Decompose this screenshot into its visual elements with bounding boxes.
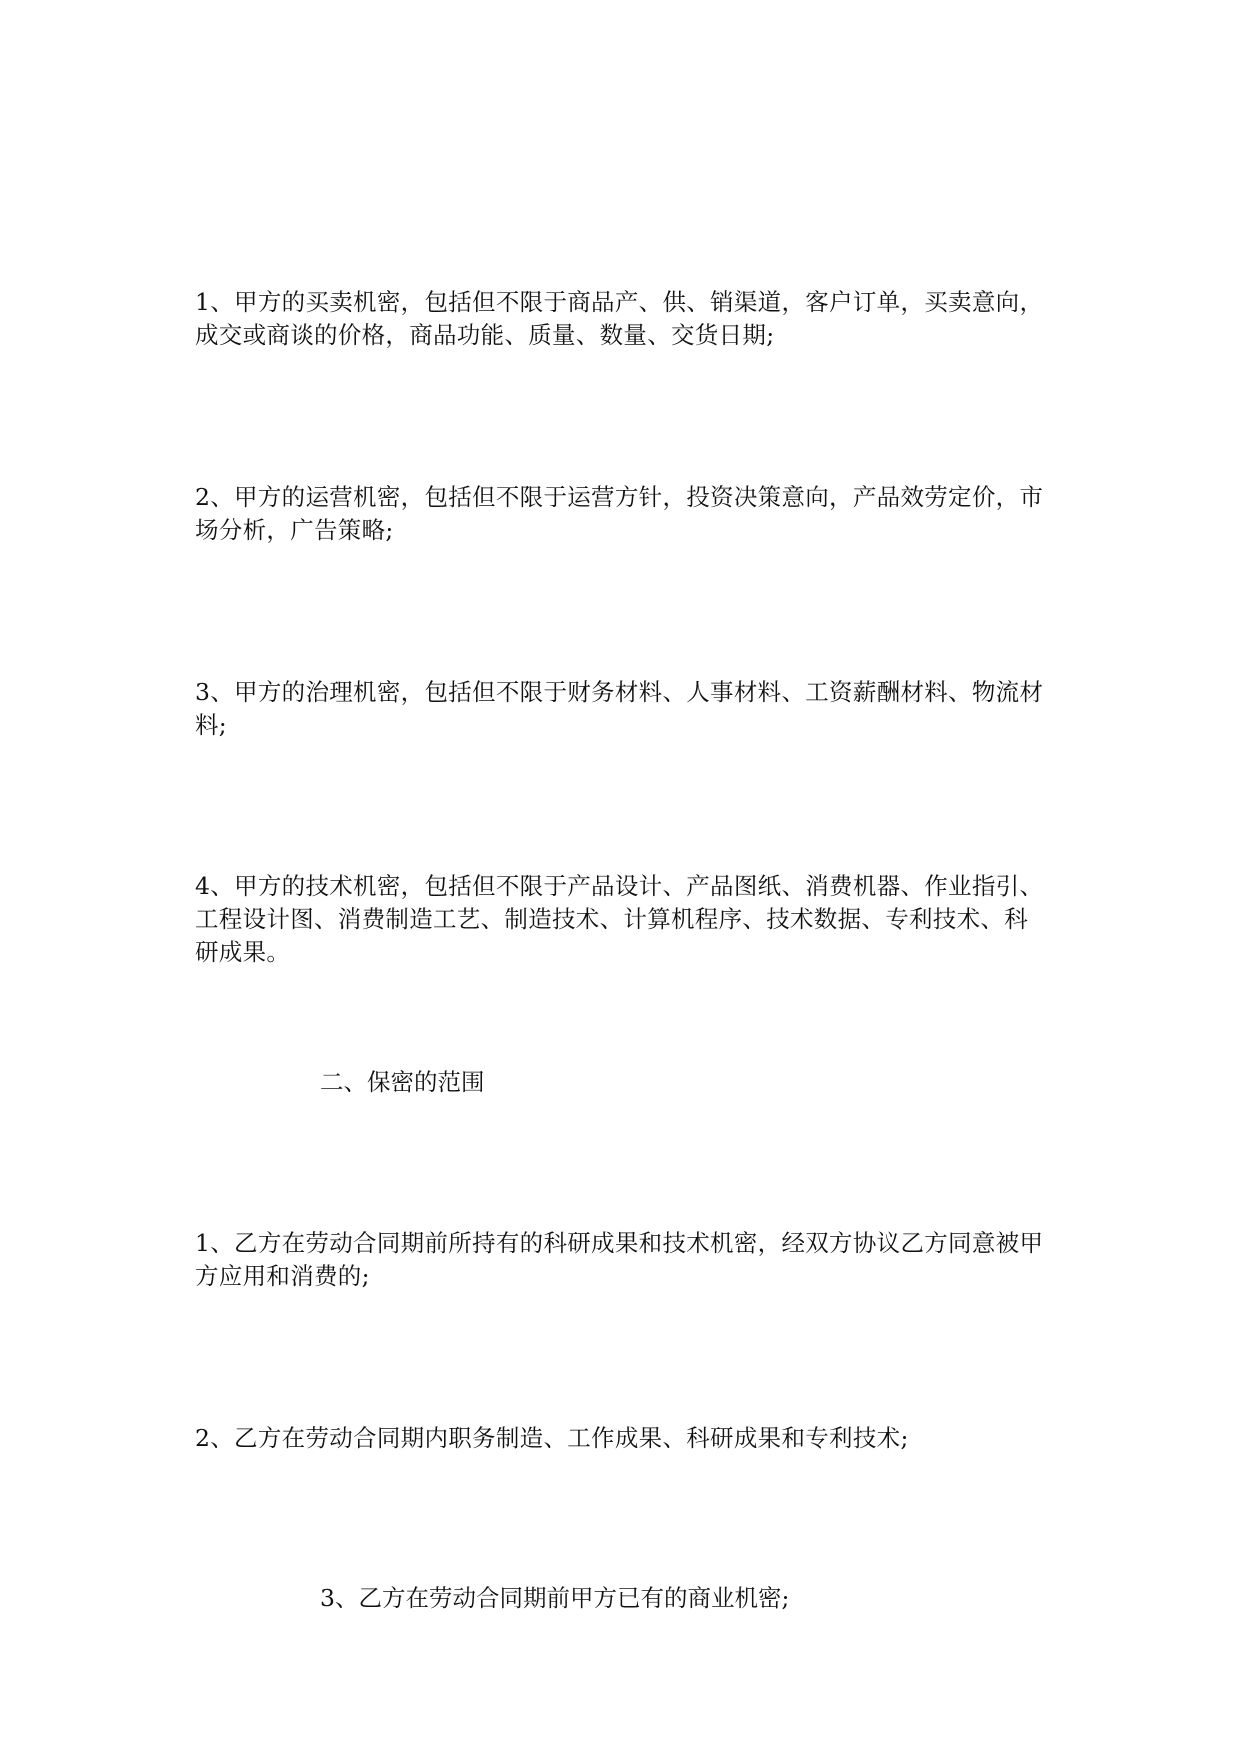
paragraph-scope-item-2: 2、乙方在劳动合同期内职务制造、工作成果、科研成果和专利技术; (195, 1424, 909, 1452)
paragraph-technical-secrets: 4、甲方的技术机密，包括但不限于产品设计、产品图纸、消费机器、作业指引、工程设计图、消费制造工艺、制造技术、计算机程序、技术数据、专利技术、科研成果。 (195, 872, 1044, 966)
paragraph-scope-item-1: 1、乙方在劳动合同期前所持有的科研成果和技术机密，经双方协议乙方同意被甲方应用和消费的; (195, 1229, 1044, 1290)
paragraph-management-secrets: 3、甲方的治理机密，包括但不限于财务材料、人事材料、工资薪酬材料、物流材料; (195, 678, 1044, 739)
paragraph-operation-secrets: 2、甲方的运营机密，包括但不限于运营方针，投资决策意向，产品效劳定价，市场分析，广告策略; (195, 483, 1044, 544)
section-heading-confidentiality-scope: 二、保密的范围 (320, 1068, 485, 1096)
paragraph-scope-item-3: 3、乙方在劳动合同期前甲方已有的商业机密; (320, 1584, 790, 1612)
paragraph-sales-secrets: 1、甲方的买卖机密，包括但不限于商品产、供、销渠道，客户订单，买卖意向，成交或商谈的价格，商品功能、质量、数量、交货日期; (195, 288, 1044, 349)
